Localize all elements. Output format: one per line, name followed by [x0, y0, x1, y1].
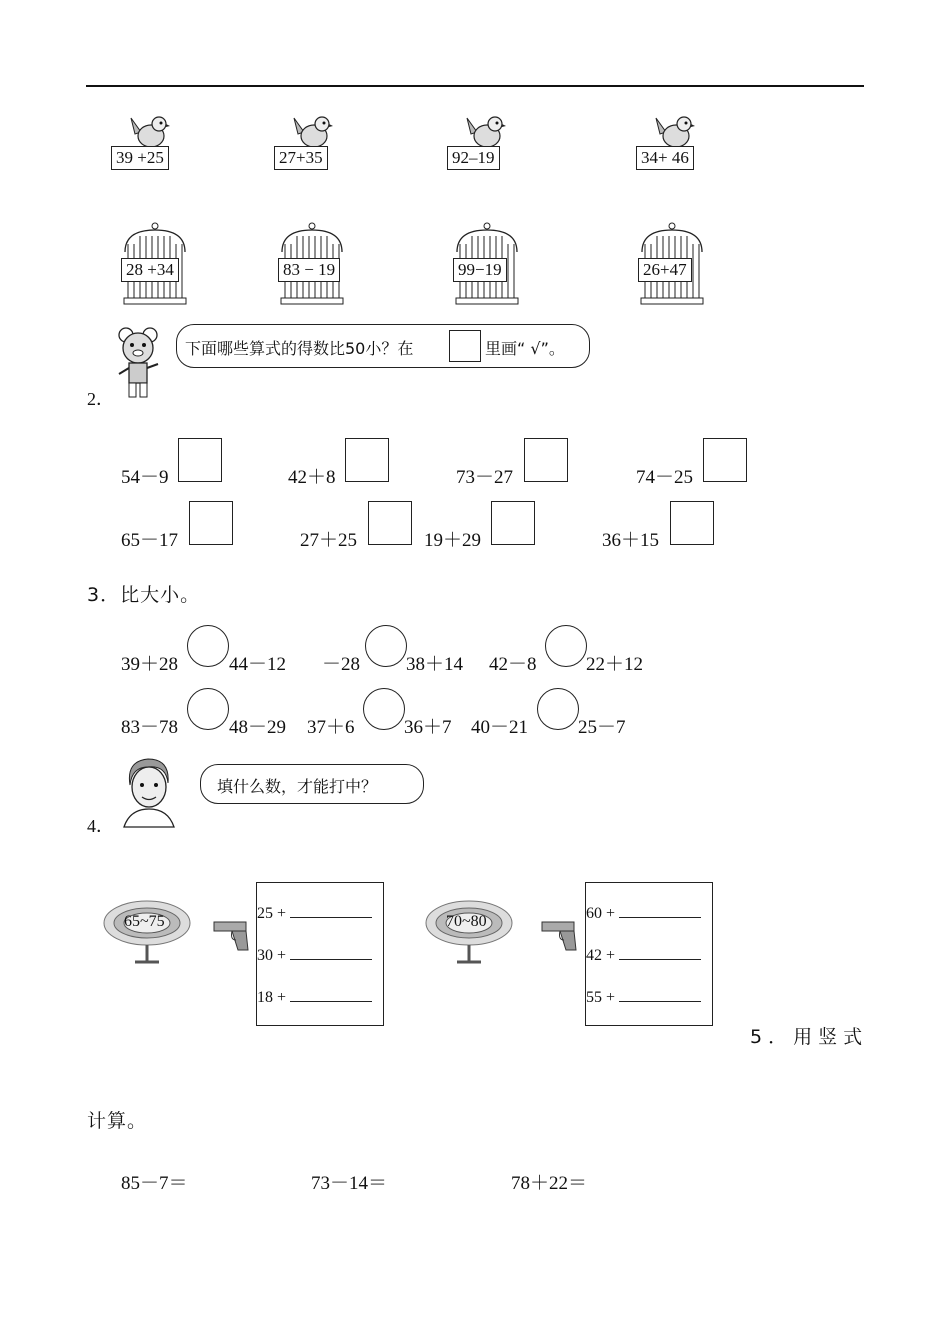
boy-icon: [120, 755, 178, 829]
answer-blank[interactable]: [619, 987, 701, 1002]
bird-icon: [652, 112, 696, 150]
q5-problem: 85－7＝: [121, 1173, 188, 1194]
q3-left-expression: 37＋6: [307, 717, 355, 738]
compare-circle[interactable]: [363, 688, 405, 730]
q3-right-expression: 44－12: [229, 654, 287, 675]
cage-label: 28 +34: [121, 258, 179, 282]
q4-bubble-text: 填什么数，才能打中？: [217, 777, 378, 796]
answer-blank[interactable]: [619, 903, 701, 918]
target-icon: [424, 895, 514, 967]
q2-expression: 54－9: [121, 467, 169, 488]
answer-box[interactable]: [178, 438, 222, 482]
q2-bubble-text: 下面哪些算式的得数比50小？在: [185, 339, 414, 358]
compare-circle[interactable]: [537, 688, 579, 730]
q2-expression: 65－17: [121, 530, 179, 551]
addend-label: 42 +: [586, 947, 616, 964]
answer-panel: [585, 882, 713, 1026]
q2-expression: 42＋8: [288, 467, 336, 488]
pistol-icon: [540, 918, 580, 952]
q2-bubble-box: [449, 330, 481, 362]
q2-bubble-text-2: 里画“ √”。: [485, 339, 565, 358]
compare-circle[interactable]: [365, 625, 407, 667]
addend-label: 30 +: [257, 947, 287, 964]
target-icon: [102, 895, 192, 967]
answer-blank[interactable]: [619, 945, 701, 960]
answer-box[interactable]: [670, 501, 714, 545]
q3-right-expression: 38＋14: [406, 654, 464, 675]
bird-icon: [463, 112, 507, 150]
q5-title-b: 计算。: [87, 1110, 148, 1132]
bear-icon: [116, 326, 162, 400]
answer-box[interactable]: [491, 501, 535, 545]
q3-right-expression: 48－29: [229, 717, 287, 738]
q5-problem: 78＋22＝: [511, 1173, 588, 1194]
q2-speech-bubble: [176, 324, 590, 368]
bird-label: 34+ 46: [636, 146, 694, 170]
answer-line: [257, 987, 372, 1007]
answer-line: [257, 945, 372, 965]
compare-circle[interactable]: [187, 688, 229, 730]
pistol-icon: [212, 918, 252, 952]
addend-label: 18 +: [257, 989, 287, 1006]
q4-speech-bubble: [200, 764, 424, 804]
compare-circle[interactable]: [545, 625, 587, 667]
q3-left-expression: 83－78: [121, 717, 179, 738]
q3-right-expression: 22＋12: [586, 654, 644, 675]
bird-icon: [290, 112, 334, 150]
q2-expression: 36＋15: [602, 530, 660, 551]
q3-right-expression: 36＋7: [404, 717, 452, 738]
bird-label: 27+35: [274, 146, 328, 170]
answer-blank[interactable]: [290, 987, 372, 1002]
q4-number: 4．: [87, 816, 114, 836]
answer-line: [586, 987, 701, 1007]
addend-label: 25 +: [257, 905, 287, 922]
q3-title: 3．比大小。: [87, 584, 201, 606]
answer-box[interactable]: [368, 501, 412, 545]
answer-line: [257, 903, 372, 923]
q3-left-expression: 40－21: [471, 717, 529, 738]
answer-box[interactable]: [345, 438, 389, 482]
q2-expression: 27＋25: [300, 530, 358, 551]
bird-label: 39 +25: [111, 146, 169, 170]
q2-expression: 19＋29: [424, 530, 482, 551]
q5-title-a: 5．用竖式: [750, 1026, 869, 1048]
answer-panel: [256, 882, 384, 1026]
addend-label: 55 +: [586, 989, 616, 1006]
answer-box[interactable]: [524, 438, 568, 482]
top-rule: [86, 85, 864, 87]
answer-box[interactable]: [189, 501, 233, 545]
q2-number: 2．: [87, 389, 114, 409]
q3-left-expression: －28: [322, 654, 361, 675]
bird-label: 92–19: [447, 146, 500, 170]
addend-label: 60 +: [586, 905, 616, 922]
answer-line: [586, 945, 701, 965]
cage-label: 83 − 19: [278, 258, 340, 282]
target-range: 65~75: [124, 913, 165, 930]
compare-circle[interactable]: [187, 625, 229, 667]
q3-left-expression: 42－8: [489, 654, 537, 675]
cage-label: 26+47: [638, 258, 692, 282]
answer-line: [586, 903, 701, 923]
bird-icon: [127, 112, 171, 150]
answer-blank[interactable]: [290, 945, 372, 960]
q2-expression: 73－27: [456, 467, 514, 488]
answer-blank[interactable]: [290, 903, 372, 918]
q3-left-expression: 39＋28: [121, 654, 179, 675]
q5-problem: 73－14＝: [311, 1173, 388, 1194]
answer-box[interactable]: [703, 438, 747, 482]
q3-right-expression: 25－7: [578, 717, 626, 738]
q2-expression: 74－25: [636, 467, 694, 488]
cage-label: 99−19: [453, 258, 507, 282]
target-range: 70~80: [446, 913, 487, 930]
